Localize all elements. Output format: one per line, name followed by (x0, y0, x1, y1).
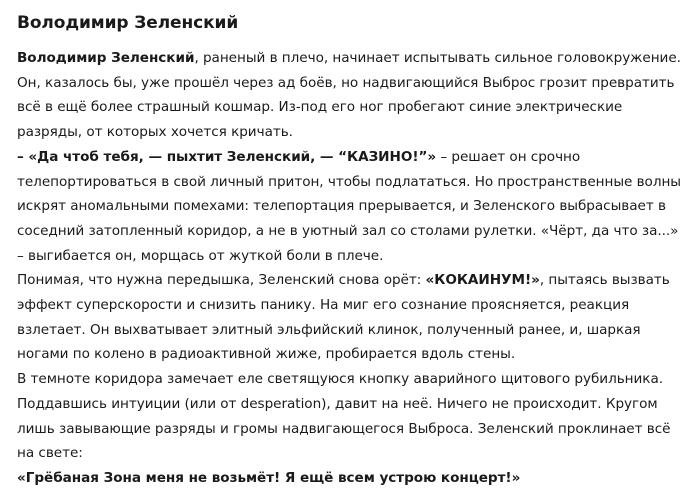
bold-text: – «Да чтоб тебя, — пыхтит Зеленский, — “КАЗИНО!”» (17, 148, 437, 165)
paragraph-1 (17, 46, 683, 145)
paragraph-5 (17, 466, 683, 491)
text-run: , пытаясь вызвать эффект суперскорости и снизить панику. На миг его сознание проясняется, реакция взлетает. Он выхватывает элитный эльфийский клинок, полученный ранее, и, шаркая ногами по колено в радиоактивной жиже, пробирается вдоль стены. (17, 272, 670, 363)
text-run: , раненый в плечо, начинает испытывать сильное головокружение. Он, казалось бы, уже прошёл через ад боёв, но надвигающийся Выброс грозит превратить всё в ещё более страшный кошмар. Из-под его ног пробегают синие электрические разряды, от которых хочется кричать. (17, 50, 681, 141)
document-body (17, 46, 683, 491)
text-run: Понимая, что нужна передышка, Зеленский снова орёт: (17, 272, 426, 289)
text-run: В темноте коридора замечает еле светящуюся кнопку аварийного щитового рубильника. Поддавшись интуиции (или от desperation), давит на неё. Ничего не происходит. Кругом лишь завывающие разряды и громы надвигающегося Выброса. Зеленский проклинает всё на свете: (17, 371, 671, 462)
document-title: Володимир Зеленский (17, 13, 239, 33)
paragraph-2 (17, 145, 683, 269)
text-run: – решает он срочно телепортироваться в свой личный притон, чтобы подлататься. Но пространственные волны искрят аномальными помехами: телепортация прерывается, и Зеленского выбрасывает в соседний затопленный коридор, а не в уютный зал со столами рулетки. «Чёрт, да что за...» – выгибается он, морщась от жуткой боли в плече. (17, 148, 681, 264)
bold-text: «Грёбаная Зона меня не возьмёт! Я ещё всем устрою концерт!» (17, 469, 521, 486)
bold-text: Володимир Зеленский (17, 50, 195, 66)
bold-text: «КОКАИНУМ!» (425, 272, 540, 289)
paragraph-4 (17, 367, 683, 466)
paragraph-3 (17, 268, 683, 367)
